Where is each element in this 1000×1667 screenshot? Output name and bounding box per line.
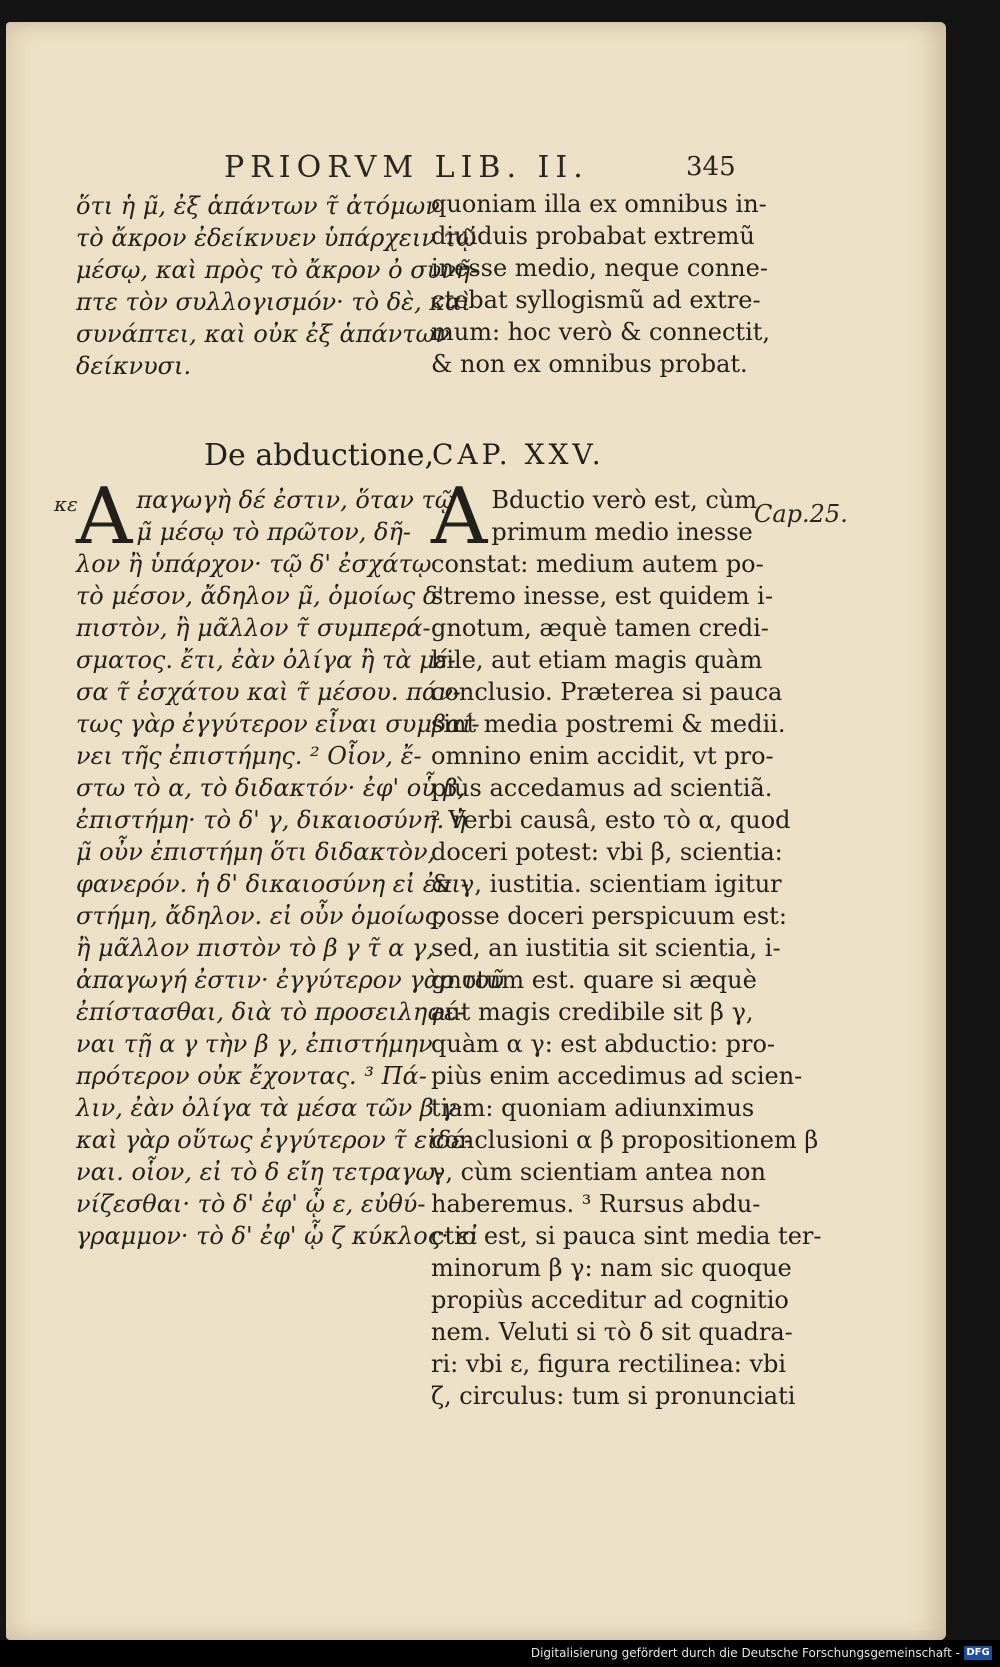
greek-text-line: παγωγὴ δέ ἐστιν, ὅταν τῷ	[136, 486, 455, 514]
greek-text-line: ναι. οἷον, εἰ τὸ δ εἴη τετραγω-	[76, 1158, 444, 1186]
greek-text-line: μ̃ οὖν ἐπιστήμη ὅτι διδακτὸν,	[76, 838, 436, 866]
greek-text-line: φανερόν. ἡ δ' δικαιοσύνη εἰ ἐπι-	[76, 870, 469, 898]
latin-text-line: ζ, circulus: tum si pronunciati	[431, 1382, 796, 1410]
latin-top-column	[431, 188, 771, 380]
greek-text-line: ἐπίστασθαι, διὰ τὸ προσειληφέ-	[76, 998, 466, 1026]
latin-text-line: conclusioni α β propositionem β	[431, 1126, 819, 1154]
latin-text-line: gnotum, æquè tamen credi-	[431, 614, 769, 642]
latin-text-line: quàm α γ: est abductio: pro-	[431, 1030, 776, 1058]
latin-text-line: doceri potest: vbi β, scientia:	[431, 838, 783, 866]
footer-credit: Digitalisierung gefördert durch die Deutsche Forschungsgemeinschaft -	[530, 1646, 960, 1660]
greek-text-line: τως γὰρ ἐγγύτερον εἶναι συμβαί-	[76, 710, 480, 738]
latin-text-line: propiùs acceditur ad cognitio	[431, 1286, 789, 1314]
latin-text-line: γ, cùm scientiam antea non	[431, 1158, 766, 1186]
latin-text-line: inesse medio, neque conne-	[431, 254, 768, 282]
latin-text-line: minorum β γ: nam sic quoque	[431, 1254, 792, 1282]
greek-dropcap: Α	[76, 472, 133, 562]
latin-text-line: gnotum est. quare si æquè	[431, 966, 757, 994]
greek-text-line: σα τ̃ ἐσχάτου καὶ τ̃ μέσου. πάν-	[76, 678, 461, 706]
greek-text-line: λιν, ἐὰν ὀλίγα τὰ μέσα τῶν β γ·	[76, 1094, 464, 1122]
greek-text-line: γραμμον· τὸ δ' ἐφ' ᾧ ζ κύκλος· εἰ	[76, 1222, 479, 1250]
greek-text-line: στήμη, ἄδηλον. εἰ οὖν ὁμοίως,	[76, 902, 446, 930]
margin-note-left: κε	[54, 492, 78, 516]
latin-text-line: omnino enim accidit, vt pro-	[431, 742, 774, 770]
greek-text-line: νίζεσθαι· τὸ δ' ἐφ' ᾧ ε, εὐθύ-	[76, 1190, 426, 1218]
latin-text-line: nem. Veluti si τὸ δ sit quadra-	[431, 1318, 793, 1346]
latin-text-line: ² Verbi causâ, esto τὸ α, quod	[431, 806, 791, 834]
latin-text-line: sint media postremi & medii.	[431, 710, 786, 738]
latin-text-line: aut magis credibile sit β γ,	[431, 998, 754, 1026]
chapter-title: De abductione,	[204, 438, 435, 473]
latin-text-line: piùs enim accedimus ad scien-	[431, 1062, 803, 1090]
latin-text-line: mum: hoc verò & connectit,	[431, 318, 771, 346]
latin-text-line: tiam: quoniam adiunximus	[431, 1094, 755, 1122]
greek-text-line: δείκνυσι.	[76, 352, 192, 380]
greek-text-line: ἐπιστήμη· τὸ δ' γ, δικαιοσύνη. ἡ	[76, 806, 467, 834]
greek-text-line: ἢ μᾶλλον πιστὸν τὸ β γ τ̃ α γ,	[76, 934, 434, 962]
greek-text-line: λον ἢ ὑπάρχον· τῷ δ' ἐσχάτῳ	[76, 550, 432, 578]
digitization-footer	[0, 1640, 1000, 1667]
latin-dropcap: A	[431, 472, 488, 562]
latin-text-line: ctio est, si pauca sint media ter-	[431, 1222, 822, 1250]
latin-text-line: piùs accedamus ad scientiã.	[431, 774, 773, 802]
latin-text-line: Bductio verò est, cùm	[491, 486, 758, 514]
latin-text-line: stremo inesse, est quidem i-	[431, 582, 773, 610]
greek-text-line: συνάπτει, καὶ οὐκ ἐξ ἁπάντων	[76, 320, 450, 348]
latin-text-line: ctebat syllogismũ ad extre-	[431, 286, 761, 314]
latin-text-line: bile, aut etiam magis quàm	[431, 646, 763, 674]
latin-text-line: haberemus. ³ Rursus abdu-	[431, 1190, 761, 1218]
page-header	[6, 150, 946, 190]
book-page	[6, 22, 946, 1640]
greek-text-line: τὸ μέσον, ἄδηλον μ̃, ὁμοίως δ'	[76, 582, 444, 610]
greek-main-column	[76, 472, 504, 1252]
greek-text-line: ἀπαγωγή ἐστιν· ἐγγύτερον γὰρ τοῦ	[76, 966, 504, 994]
latin-text-line: & non ex omnibus probat.	[431, 350, 748, 378]
greek-text-line: πιστὸν, ἢ μᾶλλον τ̃ συμπερά-	[76, 614, 431, 642]
dfg-logo: DFG	[964, 1646, 992, 1660]
latin-text-line: sed, an iustitia sit scientia, i-	[431, 934, 781, 962]
page-number: 345	[686, 152, 736, 182]
greek-text-line: στω τὸ α, τὸ διδακτόν· ἐφ' οὗ β,	[76, 774, 465, 802]
greek-text-line: μ̃ μέσῳ τὸ πρῶτον, δῆ-	[136, 518, 411, 546]
greek-text-line: πρότερον οὐκ ἔχοντας. ³ Πά-	[76, 1062, 427, 1090]
latin-text-line: constat: medium autem po-	[431, 550, 764, 578]
greek-text-line: ναι τῇ α γ τὴν β γ, ἐπιστήμην	[76, 1030, 433, 1058]
latin-text-line: posse doceri perspicuum est:	[431, 902, 787, 930]
latin-text-line: diuiduis probabat extremũ	[431, 222, 755, 250]
chapter-number: CAP. XXV.	[432, 438, 605, 471]
latin-text-line: conclusio. Præterea si pauca	[431, 678, 783, 706]
greek-text-line: νει τῆς ἐπιστήμης. ² Οἷον, ἔ-	[76, 742, 422, 770]
greek-text-line: σματος. ἔτι, ἐὰν ὀλίγα ἢ τὰ μέ-	[76, 646, 456, 674]
greek-top-column	[76, 190, 479, 382]
greek-text-line: μέσῳ, καὶ πρὸς τὸ ἄκρον ὀ συνῆ-	[76, 256, 479, 284]
latin-text-line: ri: vbi ε, figura rectilinea: vbi	[431, 1350, 787, 1378]
running-title: PRIORVM LIB. II.	[224, 150, 589, 185]
latin-text-line: primum medio inesse	[491, 518, 753, 546]
latin-text-line: & γ, iustitia. scientiam igitur	[431, 870, 782, 898]
latin-text-line: quoniam illa ex omnibus in-	[431, 190, 767, 218]
greek-text-line: τὸ ἄκρον ἐδείκνυεν ὑπάρχειν τῷ	[76, 224, 477, 252]
greek-text-line: καὶ γὰρ οὕτως ἐγγύτερον τ̃ εἰδέ-	[76, 1126, 472, 1154]
margin-note-right: Cap.25.	[754, 500, 848, 528]
greek-text-line: πτε τὸν συλλογισμόν· τὸ δὲ, καὶ	[76, 288, 471, 316]
greek-text-line: ὅτι ἡ μ̃, ἐξ ἁπάντων τ̃ ἀτόμων	[76, 192, 440, 220]
